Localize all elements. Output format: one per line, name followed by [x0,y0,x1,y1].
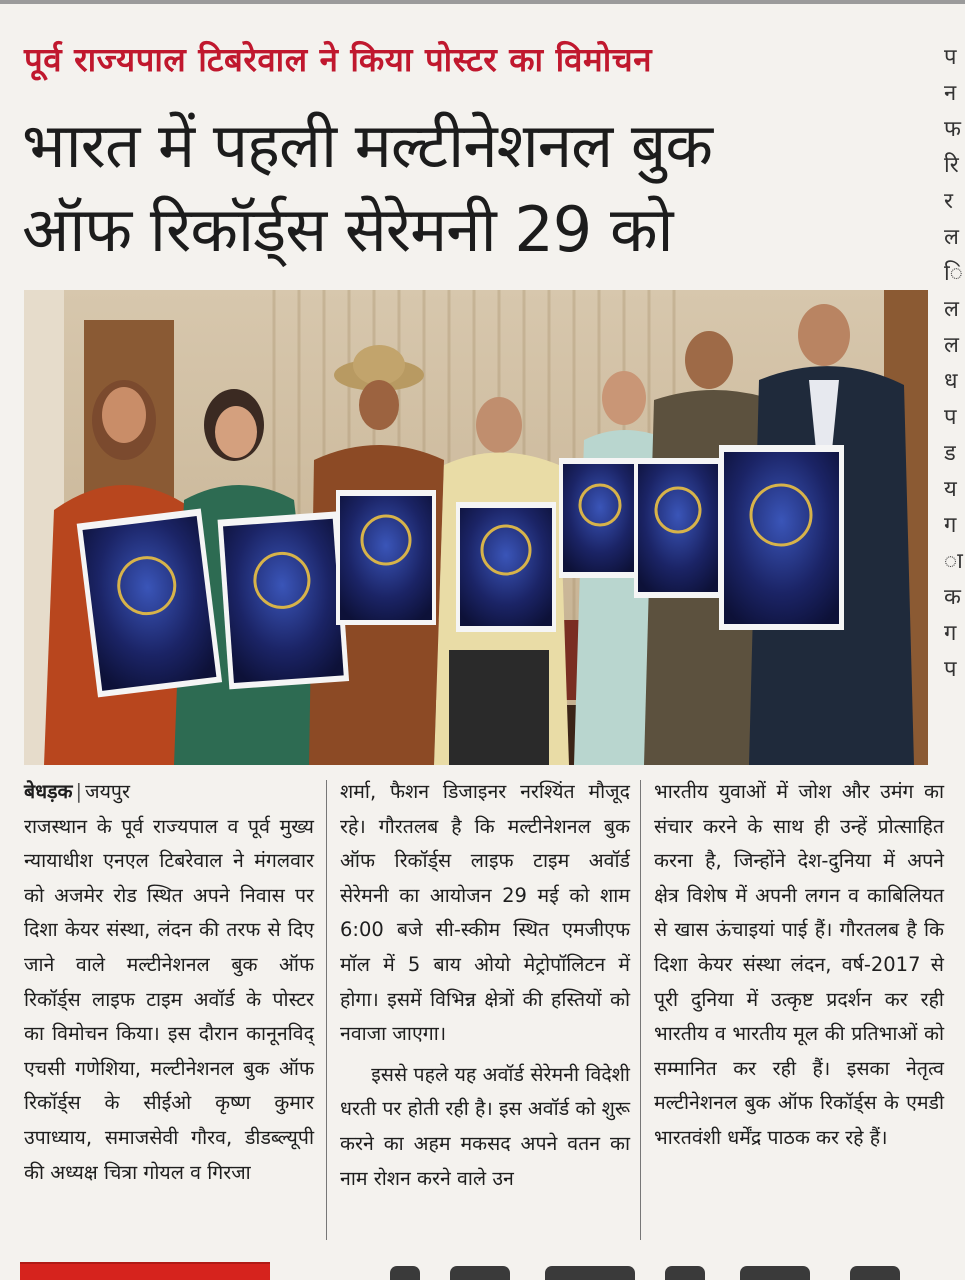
article-headline [22,104,932,272]
top-border [0,0,965,4]
column-divider [326,780,327,1240]
dateline-city: जयपुर [85,780,130,803]
dateline-source: बेधड़क [24,780,73,803]
column-divider [640,780,641,1240]
dateline-separator: | [75,780,83,803]
column-2-paragraph-2: इससे पहले यह अवॉर्ड सेरेमनी विदेशी धरती पर होती रही है। इस अवॉर्ड को शुरू करने का अहम मकसद अपने वतन का नाम रोशन करने वाले उन [340,1062,630,1190]
headline-line-1: भारत में पहली मल्टीनेशनल बुक [22,109,712,182]
dateline [24,775,314,810]
column-2-paragraph-1: शर्मा, फैशन डिजाइनर नरश्यिंत मौजूद रहे। गौरतलब है कि मल्टीनेशनल बुक ऑफ रिकॉर्ड्स लाइफ टाइम अवॉर्ड सेरेमनी का आयोजन 29 मई को शाम 6:00 बजे सी-स्कीम स्थित एमजीएफ मॉल में 5 बाय ओयो मेट्रोपॉलिटन में होगा। इसमें विभिन्न क्षेत्रों की हस्तियों को नवाजा जाएगा। [340,780,630,1046]
column-3-text: भारतीय युवाओं में जोश और उमंग का संचार करने के साथ ही उन्हें प्रोत्साहित करना है, जिन्होंने देश-दुनिया में अपने क्षेत्र विशेष में अपनी लगन व काबिलियत से खास ऊंचाइयां पाई हैं। गौरतलब है कि दिशा केयर संस्था लंदन, वर्ष-2017 से पूरी दुनिया में उत्कृष्ट प्रदर्शन कर रही भारतीय व भारतीय मूल की प्रतिभाओं को सम्मानित कर रही हैं। इसका नेतृत्व मल्टीनेशनल बुक ऑफ रिकॉर्ड्स के एमडी भारतवंशी धर्मेंद्र पाठक कर रहे हैं। [654,780,944,1149]
adjacent-column-edge: प न फ रि र ल ि ल ल ध प ड य ग ा क ग प [944,45,963,682]
next-headline-cropped [330,1262,965,1280]
article-kicker: पूर्व राज्यपाल टिबरेवाल ने किया पोस्टर का विमोचन [24,40,653,79]
article-column-3 [654,775,944,1162]
next-article-red-band [20,1262,270,1280]
column-1-text: राजस्थान के पूर्व राज्यपाल व पूर्व मुख्य न्यायाधीश एनएल टिबरेवाल ने मंगलवार को अजमेर रोड स्थित अपने निवास पर दिशा केयर संस्था, लंदन की तरफ से दिए जाने वाले मल्टीनेशनल बुक ऑफ रिकॉर्ड्स लाइफ टाइम अवॉर्ड के पोस्टर का विमोचन किया। इस दौरान कानूनविद् एचसी गणेशिया, मल्टीनेशनल बुक ऑफ रिकॉर्ड्स के सीईओ कृष्ण कुमार उपाध्याय, समाजसेवी गौरव, डीडब्ल्यूपी की अध्यक्ष चित्रा गोयल व गिरजा [24,814,314,1184]
article-column-2 [340,775,630,1202]
article-column-1 [24,775,314,1196]
headline-line-2: ऑफ रिकॉर्ड्स सेरेमनी 29 को [22,193,673,266]
news-photo-poster-release [24,290,928,765]
